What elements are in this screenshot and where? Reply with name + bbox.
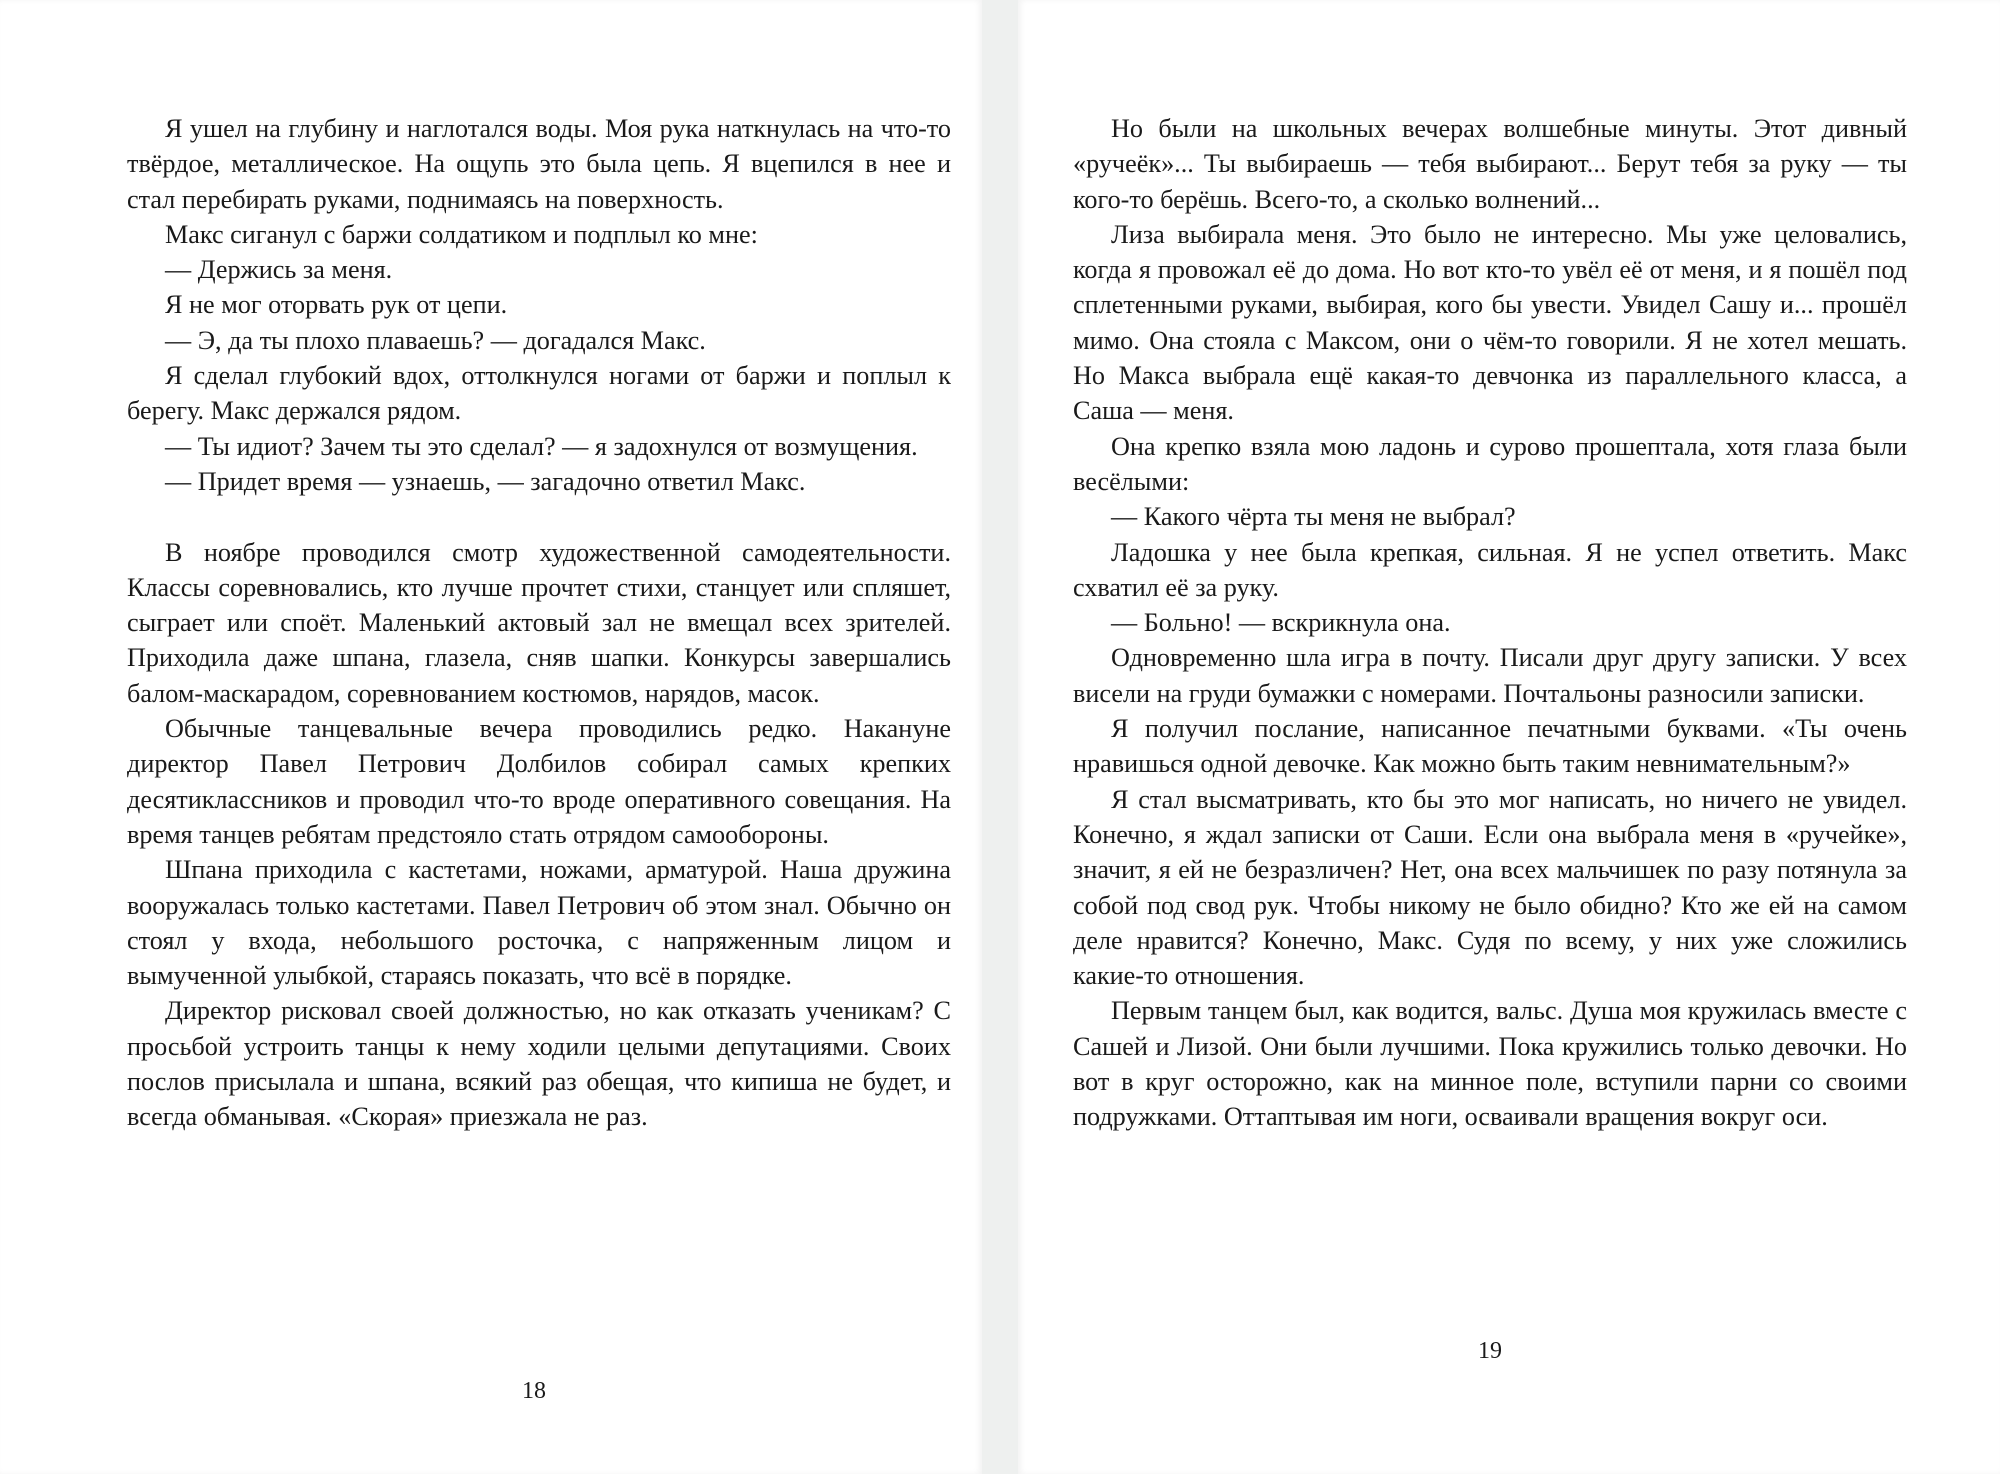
paragraph: — Больно! — вскрикнула она. bbox=[1111, 608, 1451, 638]
paragraph: Но были на школьных вечерах волшебные минуты. Этот дивный «ручеёк»... Ты выбираешь — тебя выбирают... Берут тебя за руку — ты кого-то берёшь. Всего-то, а сколько волнений... bbox=[1073, 114, 1907, 214]
left-page-text bbox=[127, 111, 951, 1135]
paragraph: — Придет время — узнаешь, — загадочно ответил Макс. bbox=[165, 466, 806, 496]
paragraph: В ноябре проводился смотр художественной самодеятельности. Классы соревновались, кто лучше прочтет стихи, станцует или спляшет, сыграет или споёт. Маленький актовый зал не вмещал всех зрителей. Приходила даже шпана, глазела, сняв шапки. Конкурсы завершались балом-маскарадом, соревнованием костюмов, нарядов, масок. bbox=[127, 537, 951, 708]
paragraph: Макс сиганул с баржи солдатиком и подплыл ко мне: bbox=[165, 219, 758, 249]
paragraph: Я ушел на глубину и наглотался воды. Моя рука наткнулась на что-то твёрдое, металлическое. На ощупь это была цепь. Я вцепился в нее и стал перебирать руками, поднимаясь на поверхность. bbox=[127, 114, 951, 214]
paragraph: Я получил послание, написанное печатными буквами. «Ты очень нравишься одной девочке. Как можно быть таким невнимательным?» bbox=[1073, 714, 1907, 779]
paragraph: Я не мог оторвать рук от цепи. bbox=[165, 290, 508, 320]
paragraph: Директор рисковал своей должностью, но как отказать ученикам? С просьбой устроить танцы к нему ходили целыми депутациями. Своих послов присылала и шпана, всякий раз обещая, что кипиша не будет, и всегда обманывая. «Скорая» приезжала не раз. bbox=[127, 996, 951, 1132]
page-number: 19 bbox=[1478, 1338, 1502, 1364]
paragraph: Обычные танцевальные вечера проводились редко. Накануне директор Павел Петрович Долбилов собирал самых крепких десятиклассников и проводил что-то вроде оперативного совещания. На время танцев ребятам предстояло стать отрядом самообороны. bbox=[127, 714, 951, 849]
book-gutter bbox=[982, 0, 1018, 1474]
page-number: 18 bbox=[522, 1378, 546, 1404]
paragraph: — Какого чёрта ты меня не выбрал? bbox=[1111, 502, 1516, 532]
paragraph: Я стал высматривать, кто бы это мог написать, но ничего не увидел. Конечно, я ждал записки от Саши. Если она выбрала меня в «ручейке», значит, я ей не безразличен? Нет, она всех мальчишек по разу потянула за собой под свод рук. Чтобы никому не было обидно? Кто же ей на самом деле нравится? Конечно, Макс. Судя по всему, у них уже сложились какие-то отношения. bbox=[1073, 784, 1907, 991]
right-page bbox=[1018, 0, 2000, 1474]
paragraph: — Ты идиот? Зачем ты это сделал? — я задохнулся от возмущения. bbox=[165, 431, 918, 461]
paragraph: Она крепко взяла мою ладонь и сурово прошептала, хотя глаза были весёлыми: bbox=[1073, 431, 1907, 496]
right-page-text bbox=[1073, 111, 1907, 1135]
paragraph: — Э, да ты плохо плаваешь? — догадался Макс. bbox=[165, 325, 706, 355]
paragraph: Шпана приходила с кастетами, ножами, арматурой. Наша дружина вооружалась только кастетами. Павел Петрович об этом знал. Обычно он стоял у входа, небольшого росточка, с напряженным лицом и вымученной улыбкой, стараясь показать, что всё в порядке. bbox=[127, 855, 951, 991]
paragraph: Одновременно шла игра в почту. Писали друг другу записки. У всех висели на груди бумажки с номерами. Почтальоны разносили записки. bbox=[1073, 643, 1907, 708]
paragraph: Лиза выбирала меня. Это было не интересно. Мы уже целовались, когда я провожал её до дома. Но вот кто-то увёл её от меня, и я пошёл под сплетенными руками, выбирая, кого бы увести. Увидел Сашу и... прошёл мимо. Она стояла с Максом, они о чём-то говорили. Я не хотел мешать. Но Макса выбрала ещё какая-то девчонка из параллельного класса, а Саша — меня. bbox=[1073, 219, 1907, 426]
paragraph: Я сделал глубокий вдох, оттолкнулся ногами от баржи и поплыл к берегу. Макс держался рядом. bbox=[127, 361, 951, 426]
paragraph: — Держись за меня. bbox=[165, 255, 393, 285]
left-page bbox=[0, 0, 982, 1474]
paragraph: Ладошка у нее была крепкая, сильная. Я не успел ответить. Макс схватил её за руку. bbox=[1073, 537, 1907, 602]
paragraph: Первым танцем был, как водится, вальс. Душа моя кружилась вместе с Сашей и Лизой. Они были лучшими. Пока кружились только девочки. Но вот в круг осторожно, как на минное поле, вступили парни со своими подружками. Оттаптывая им ноги, осваивали вращения вокруг оси. bbox=[1073, 996, 1907, 1132]
